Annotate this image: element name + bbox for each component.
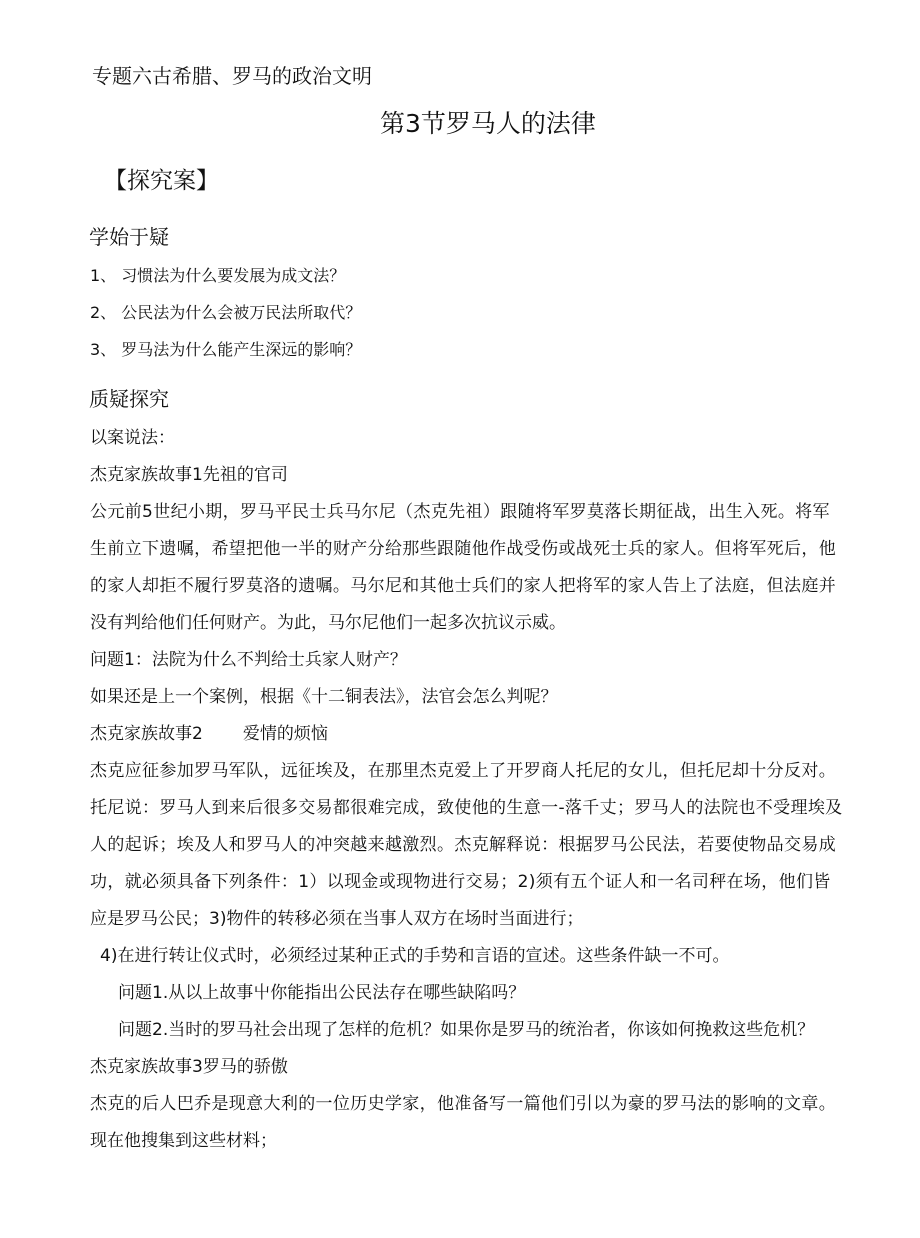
story2-line: 杰克应征参加罗马军队，远征埃及，在那里杰克爱上了开罗商人托尼的女儿，但托尼却十分反对。	[90, 761, 837, 781]
question-story1: 问题1：法院为什么不判给士兵家人财产？	[90, 650, 407, 670]
story2-line: 功，就必须具备下列条件：1）以现金或现物进行交易；2)须有五个证人和一名司秤在场，他们皆	[90, 872, 831, 892]
story1-line: 生前立下遗嘱，希望把他一半的财产分给那些跟随他作战受伤或战死士兵的家人。但将军死后，他	[90, 539, 837, 559]
question-story1-followup: 如果还是上一个案例，根据《十二铜表法》，法官会怎么判呢？	[90, 687, 558, 707]
question-3: 3、 罗马法为什么能产生深远的影响？	[90, 340, 362, 359]
story2-line-last: 4)在进行转让仪式时，必须经过某种正式的手势和言语的宣述。这些条件缺一不可。	[100, 946, 730, 966]
story1-line: 公元前5世纪小期，罗马平民士兵马尔尼（杰克先祖）跟随将军罗莫落长期征战，出生入死。将军	[90, 502, 830, 522]
story2-line: 托尼说：罗马人到来后很多交易都很难完成，致使他的生意一-落千丈；罗马人的法院也不受理埃及	[90, 798, 843, 818]
section-heading: 【探究案】	[104, 168, 219, 194]
question-2: 2、 公民法为什么会被万民法所取代？	[90, 303, 362, 322]
story3-title: 杰克家族故事3罗马的骄傲	[90, 1057, 288, 1077]
story2-title-number: 杰克家族故事2	[90, 724, 203, 744]
story2-title-name: 爱情的烦恼	[242, 724, 328, 744]
topic-heading: 专题六古希腊、罗马的政治文明	[92, 64, 372, 88]
story1-line: 没有判给他们任何财产。为此，马尔尼他们一起多次抗议示威。	[90, 613, 566, 633]
intro-line: 以案说法：	[90, 428, 175, 448]
lesson-title: 第3节罗马人的法律	[380, 109, 596, 138]
subheading-xue-shi-yu-yi: 学始于疑	[89, 225, 169, 249]
story3-line: 现在他搜集到这些材料；	[90, 1131, 277, 1151]
subheading-zhi-yi-tan-jiu: 质疑探究	[89, 387, 169, 411]
question-story2-2: 问题2.当时的罗马社会出现了怎样的危机？如果你是罗马的统治者，你该如何挽救这些危机？	[118, 1020, 815, 1040]
story2-line: 应是罗马公民；3)物件的转移必须在当事人双方在场时当面进行；	[90, 909, 584, 929]
story1-line: 的家人却拒不履行罗莫洛的遗嘱。马尔尼和其他士兵们的家人把将军的家人告上了法庭，但法庭并	[90, 576, 837, 596]
question-story2-1: 问题1.从以上故事屮你能指出公民法存在哪些缺陷吗？	[118, 983, 526, 1003]
story2-line: 人的起诉；埃及人和罗马人的冲突越来越激烈。杰克解释说：根据罗马公民法，若要使物品交易成	[90, 835, 837, 855]
story3-line: 杰克的后人巴乔是现意大利的一位历史学家，他准备写一篇他们引以为豪的罗马法的影响的文章。	[90, 1094, 837, 1114]
story2-title	[90, 726, 328, 743]
story1-title: 杰克家族故事1先祖的官司	[90, 465, 288, 485]
question-1: 1、 习惯法为什么要发展为成文法？	[90, 266, 346, 285]
